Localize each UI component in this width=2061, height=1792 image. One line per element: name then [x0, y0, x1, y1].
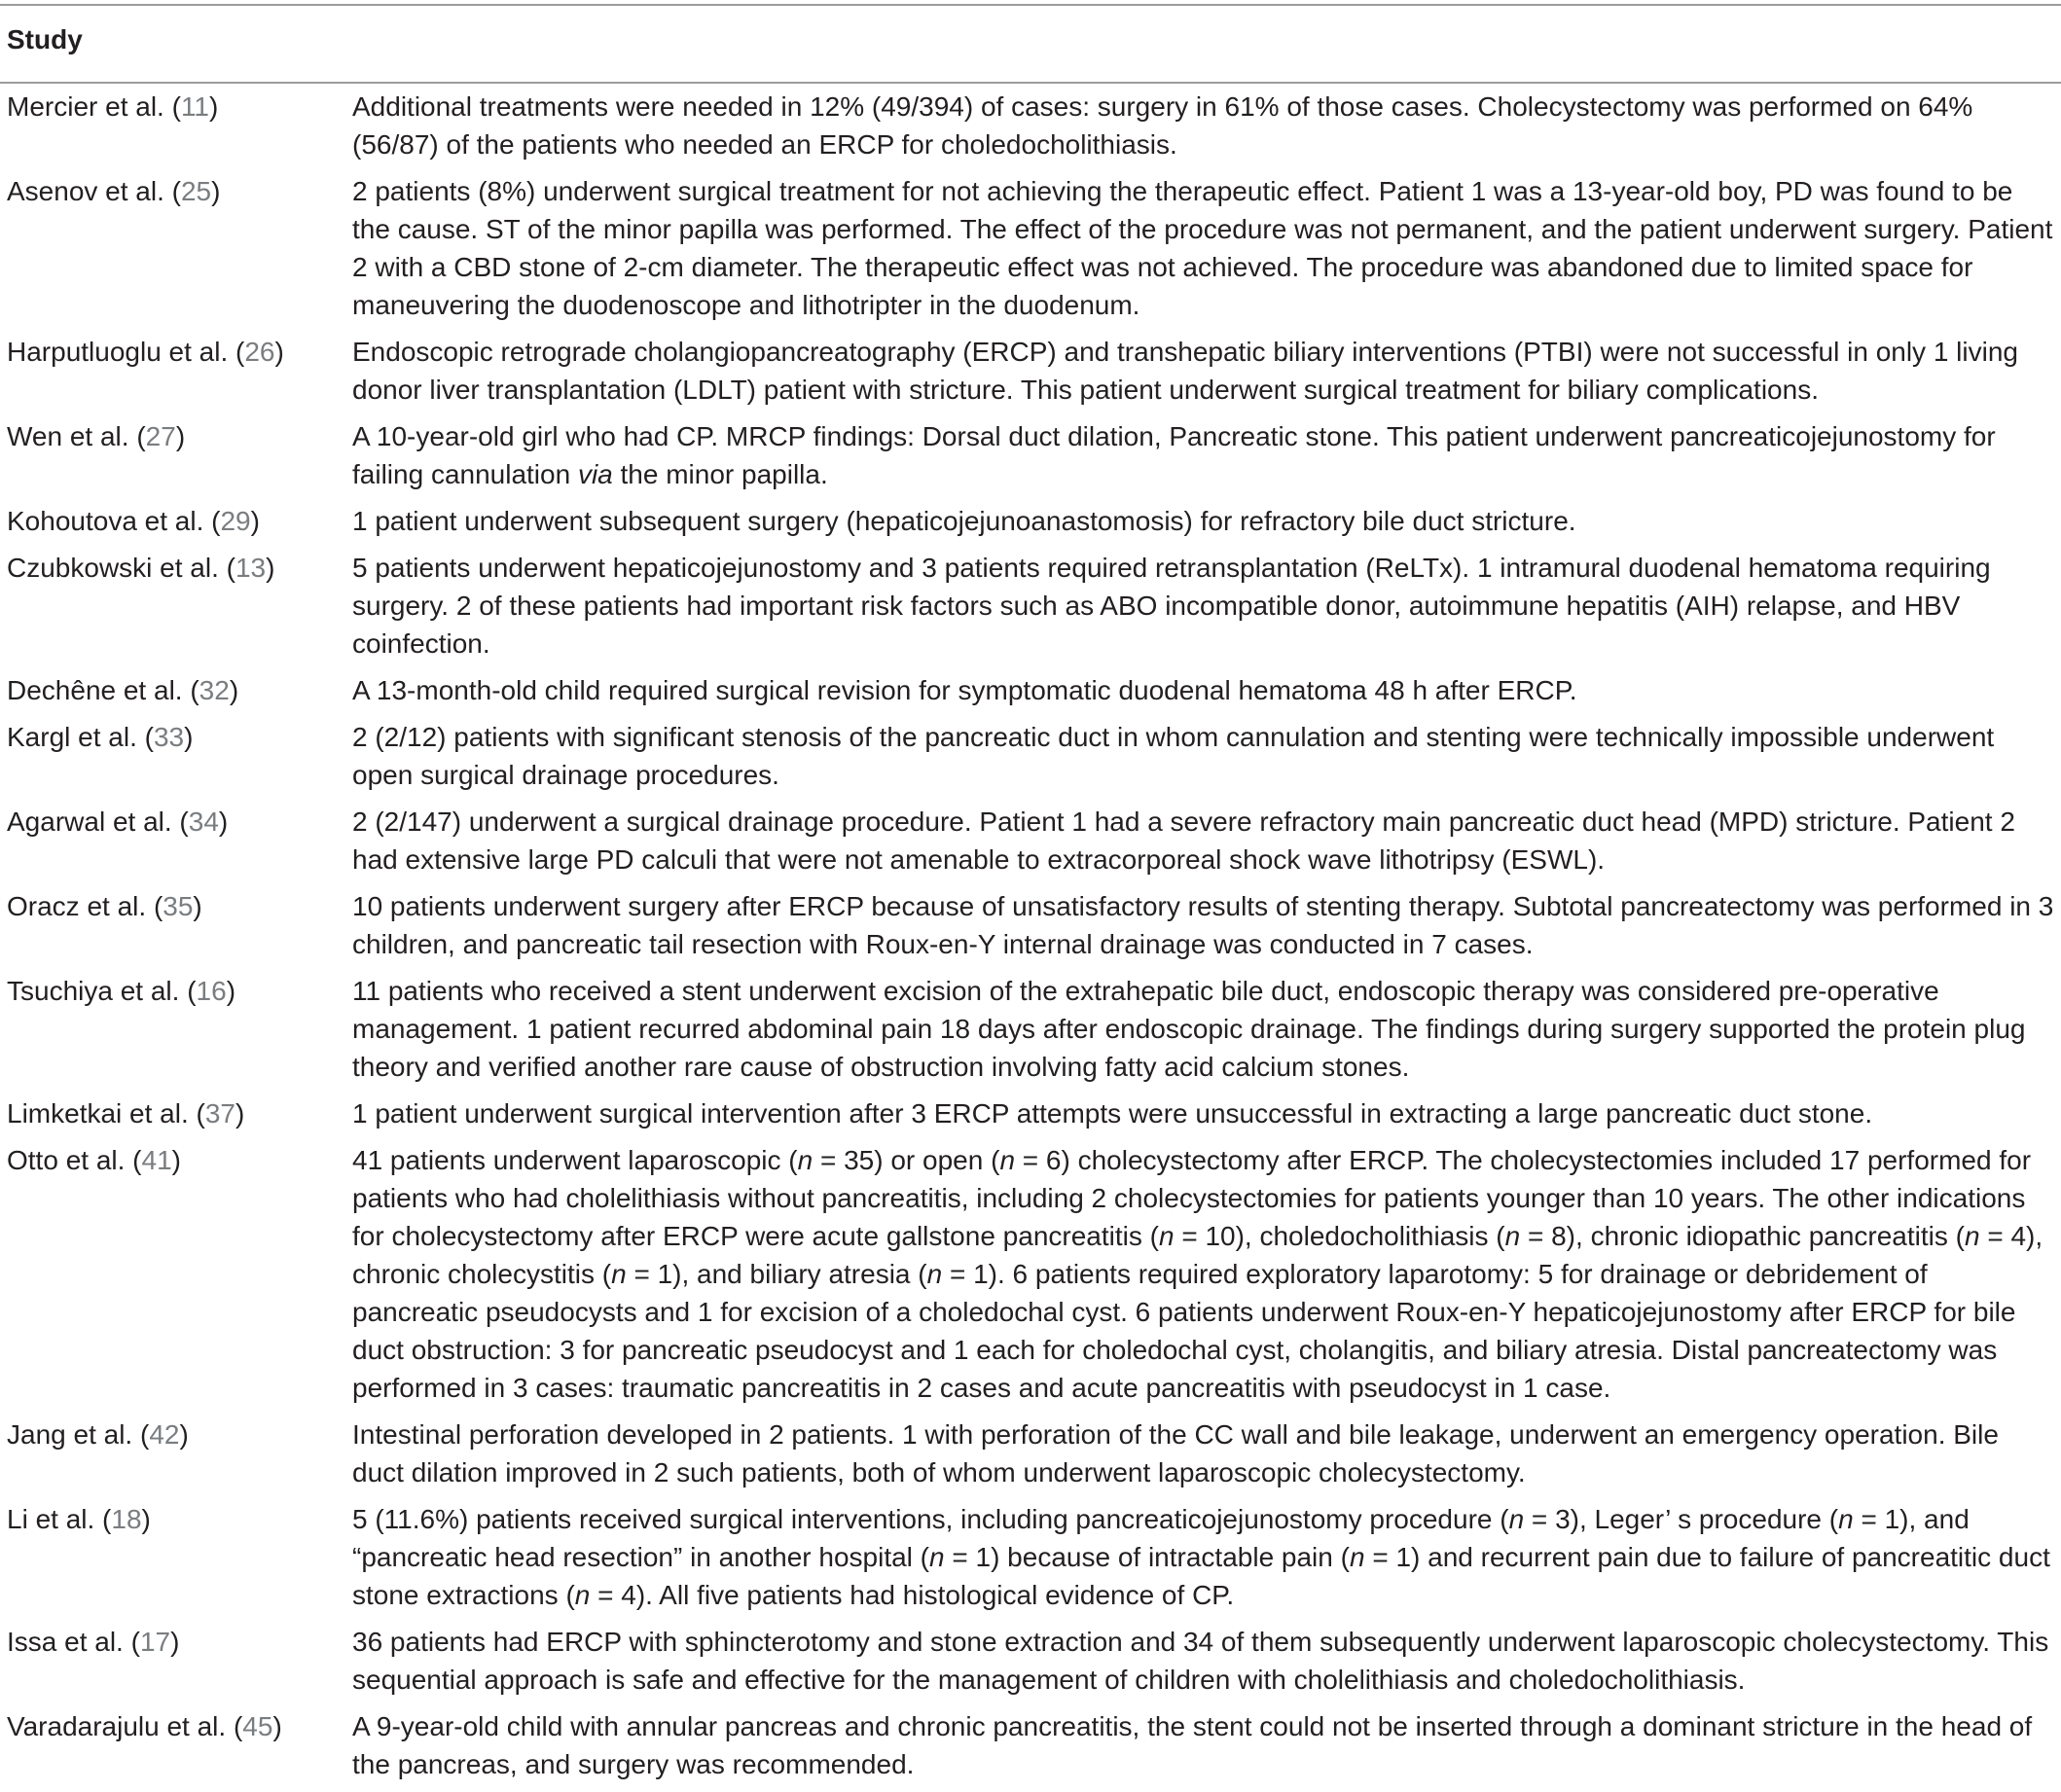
study-author: Harputluoglu et al. (	[7, 337, 245, 367]
outcome-text-italic: n	[1508, 1504, 1525, 1534]
reference-close: )	[218, 806, 229, 837]
outcome-text-italic: n	[1838, 1504, 1854, 1534]
table-row	[0, 1094, 2061, 1141]
outcome-text: = 3), Leger’ s procedure (	[1524, 1504, 1839, 1534]
study-author: Tsuchiya et al. (	[7, 976, 197, 1006]
table-row	[0, 972, 2061, 1094]
reference-number[interactable]: 34	[188, 806, 219, 837]
outcome-text: 5 patients underwent hepaticojejunostomy and 3 patients required retransplantation (ReLTx). 1 intramural duodenal hematoma requiring surgery. 2 of these patients had important risk factors such as ABO incompatible donor, autoimmune hepatitis (AIH) relapse, and HBV coinfection.	[352, 553, 1991, 659]
outcome-cell	[352, 502, 2057, 540]
reference-number[interactable]: 41	[141, 1145, 172, 1175]
outcome-cell	[352, 1416, 2057, 1491]
table-row	[0, 1623, 2061, 1707]
reference-number[interactable]: 18	[111, 1504, 142, 1534]
outcome-text: = 8), chronic idiopathic pancreatitis (	[1520, 1221, 1965, 1251]
reference-close: )	[170, 1627, 180, 1657]
reference-close: )	[250, 506, 260, 536]
outcome-cell	[352, 172, 2057, 324]
table-row	[0, 333, 2061, 417]
study-cell	[0, 887, 352, 925]
outcome-text: 2 (2/147) underwent a surgical drainage procedure. Patient 1 had a severe refractory main pancreatic duct head (MPD) stricture. Patient 2 had extensive large PD calculi that were not amenable to extracorporeal shock wave lithotripsy (ESWL).	[352, 806, 2015, 875]
reference-close: )	[179, 1419, 189, 1450]
outcome-cell	[352, 718, 2057, 794]
reference-close: )	[193, 891, 202, 921]
outcome-cell	[352, 1500, 2057, 1614]
reference-number[interactable]: 11	[180, 91, 210, 122]
study-cell	[0, 803, 352, 841]
outcome-cell	[352, 417, 2057, 493]
study-cell	[0, 972, 352, 1010]
reference-number[interactable]: 27	[145, 421, 176, 451]
outcome-text: A 10-year-old girl who had CP. MRCP findings: Dorsal duct dilation, Pancreatic stone. This patient underwent pancreaticojejunostomy for failing cannulation	[352, 421, 1996, 489]
reference-number[interactable]: 32	[199, 675, 230, 705]
reference-number[interactable]: 25	[180, 176, 212, 206]
reference-close: )	[274, 337, 284, 367]
table-row	[0, 502, 2061, 549]
outcome-cell	[352, 887, 2057, 963]
reference-number[interactable]: 45	[242, 1711, 273, 1741]
study-cell	[0, 671, 352, 709]
reference-close: )	[175, 421, 186, 451]
outcome-text: Endoscopic retrograde cholangiopancreatography (ERCP) and transhepatic biliary interventions (PTBI) were not successful in only 1 living donor liver transplantation (LDLT) patient with stricture. This patient underwent surgical treatment for biliary complications.	[352, 337, 2018, 405]
study-cell	[0, 549, 352, 587]
study-cell	[0, 1141, 352, 1179]
study-author: Dechêne et al. (	[7, 675, 199, 705]
outcome-text-italic: n	[797, 1145, 814, 1175]
outcome-text: = 4). All five patients had histological evidence of CP.	[590, 1580, 1235, 1610]
study-author: Kohoutova et al. (	[7, 506, 221, 536]
table-row	[0, 671, 2061, 718]
outcome-text: A 9-year-old child with annular pancreas and chronic pancreatitis, the stent could not be inserted through a dominant stricture in the head of the pancreas, and surgery was recommended.	[352, 1711, 2033, 1779]
outcome-cell	[352, 972, 2057, 1086]
outcome-text-italic: n	[1964, 1221, 1980, 1251]
outcome-text: 5 (11.6%) patients received surgical interventions, including pancreaticojejunostomy procedure (	[352, 1504, 1509, 1534]
outcome-text-italic: n	[611, 1259, 627, 1289]
outcome-text: 36 patients had ERCP with sphincterotomy and stone extraction and 34 of them subsequently underwent laparoscopic cholecystectomy. This sequential approach is safe and effective for the management of children with cholelithiasis and choledocholithiasis.	[352, 1627, 2049, 1695]
outcome-text: = 1), and biliary atresia (	[626, 1259, 927, 1289]
table-body	[0, 88, 2061, 1792]
outcome-text: = 35) or open (	[813, 1145, 1000, 1175]
study-cell	[0, 502, 352, 540]
table-row	[0, 1707, 2061, 1792]
outcome-text: = 1) and recurrent pain due to failure of pancreatitic duct stone extractions (	[352, 1542, 2050, 1610]
table-row	[0, 172, 2061, 333]
outcome-text-italic: n	[999, 1145, 1016, 1175]
study-author: Varadarajulu et al. (	[7, 1711, 243, 1741]
outcome-text: the minor papilla.	[612, 459, 828, 489]
outcome-text: = 1) because of intractable pain (	[944, 1542, 1350, 1572]
study-author: Wen et al. (	[7, 421, 146, 451]
table-row	[0, 887, 2061, 972]
reference-close: )	[235, 1098, 245, 1129]
reference-number[interactable]: 17	[139, 1627, 171, 1657]
study-cell	[0, 172, 352, 210]
study-author: Issa et al. (	[7, 1627, 140, 1657]
table-row	[0, 417, 2061, 502]
reference-close: )	[266, 553, 275, 583]
outcome-text-italic: via	[577, 459, 613, 489]
outcome-text: = 4), chronic cholecystitis (	[352, 1221, 2043, 1289]
reference-number[interactable]: 13	[235, 553, 267, 583]
outcome-cell	[352, 1707, 2057, 1783]
outcome-text: 41 patients underwent laparoscopic (	[352, 1145, 798, 1175]
study-cell	[0, 1500, 352, 1538]
table-row	[0, 1416, 2061, 1500]
outcome-text: A 13-month-old child required surgical revision for symptomatic duodenal hematoma 48 h after ERCP.	[352, 675, 1577, 705]
outcome-text-italic: n	[574, 1580, 591, 1610]
study-cell	[0, 718, 352, 756]
study-author: Agarwal et al. (	[7, 806, 189, 837]
study-cell	[0, 1094, 352, 1132]
outcome-cell	[352, 1623, 2057, 1699]
reference-number[interactable]: 26	[244, 337, 275, 367]
study-author: Otto et al. (	[7, 1145, 142, 1175]
outcome-text: Intestinal perforation developed in 2 patients. 1 with perforation of the CC wall and bile leakage, underwent an emergency operation. Bile duct dilation improved in 2 such patients, both of whom underwent laparoscopic cholecystectomy.	[352, 1419, 1999, 1487]
table-row	[0, 88, 2061, 172]
outcome-text: 2 patients (8%) underwent surgical treatment for not achieving the therapeutic effect. Patient 1 was a 13-year-old boy, PD was found to be the cause. ST of the minor papilla was performed. The effect of the procedure was not permanent, and the patient underwent surgery. Patient 2 with a CBD stone of 2-cm diameter. The therapeutic effect was not achieved. The procedure was abandoned due to limited space for maneuvering the duodenoscope and lithotripter in the duodenum.	[352, 176, 2053, 320]
reference-close: )	[184, 722, 194, 752]
study-author: Asenov et al. (	[7, 176, 181, 206]
outcome-cell	[352, 1141, 2057, 1407]
reference-number[interactable]: 35	[163, 891, 194, 921]
outcome-text: 1 patient underwent subsequent surgery (hepaticojejunoanastomosis) for refractory bile duct stricture.	[352, 506, 1576, 536]
reference-number[interactable]: 42	[149, 1419, 180, 1450]
outcome-cell	[352, 549, 2057, 663]
reference-close: )	[209, 91, 219, 122]
outcome-text-italic: n	[1504, 1221, 1521, 1251]
study-author: Kargl et al. (	[7, 722, 154, 752]
reference-close: )	[171, 1145, 181, 1175]
outcome-text: 11 patients who received a stent underwent excision of the extrahepatic bile duct, endoscopic therapy was considered pre-operative management. 1 patient recurred abdominal pain 18 days after endoscopic drainage. The findings during surgery supported the protein plug theory and verified another rare cause of obstruction involving fatty acid calcium stones.	[352, 976, 2026, 1082]
outcome-text: 2 (2/12) patients with significant stenosis of the pancreatic duct in whom cannulation and stenting were technically impossible underwent open surgical drainage procedures.	[352, 722, 1995, 790]
reference-close: )	[226, 976, 236, 1006]
header-rule	[0, 82, 2061, 84]
study-author: Li et al. (	[7, 1504, 112, 1534]
table-row	[0, 1500, 2061, 1623]
outcome-cell	[352, 803, 2057, 878]
study-author: Oracz et al. (	[7, 891, 163, 921]
column-header-study: Study	[7, 24, 83, 54]
study-cell	[0, 333, 352, 371]
study-author: Mercier et al. (	[7, 91, 181, 122]
reference-number[interactable]: 33	[153, 722, 185, 752]
table-row	[0, 803, 2061, 887]
outcome-text: Additional treatments were needed in 12% (49/394) of cases: surgery in 61% of those cases. Cholecystectomy was performed on 64% (56/87) of the patients who needed an ERCP for choledocholithiasis.	[352, 91, 1973, 160]
study-cell	[0, 1416, 352, 1453]
outcome-text: = 1). 6 patients required exploratory laparotomy: 5 for drainage or debridement of pancreatic pseudocysts and 1 for excision of a choledochal cyst. 6 patients underwent Roux-en-Y hepaticojejunostomy after ERCP for bile duct obstruction: 3 for pancreatic pseudocyst and 1 each for choledochal cyst, cholangitis, and biliary atresia. Distal pancreatectomy was performed in 3 cases: traumatic pancreatitis in 2 cases and acute pancreatitis with pseudocyst in 1 case.	[352, 1259, 2016, 1403]
table-row	[0, 718, 2061, 803]
reference-close: )	[272, 1711, 282, 1741]
study-cell	[0, 1707, 352, 1745]
outcome-text: = 1), and “pancreatic head resection” in another hospital (	[352, 1504, 1970, 1572]
outcome-cell	[352, 1094, 2057, 1132]
study-author: Limketkai et al. (	[7, 1098, 205, 1129]
outcome-text-italic: n	[929, 1542, 945, 1572]
table-row	[0, 1141, 2061, 1416]
outcome-text: = 10), choledocholithiasis (	[1174, 1221, 1505, 1251]
outcome-cell	[352, 671, 2057, 709]
outcome-text: = 6) cholecystectomy after ERCP. The cholecystectomies included 17 performed for patients who had cholelithiasis without pancreatitis, including 2 cholecystectomies for patients younger than 10 years. The other indications for cholecystectomy after ERCP were acute gallstone pancreatitis (	[352, 1145, 2032, 1251]
reference-number[interactable]: 29	[220, 506, 251, 536]
study-cell	[0, 88, 352, 125]
outcome-cell	[352, 88, 2057, 163]
outcome-text-italic: n	[1349, 1542, 1365, 1572]
top-rule	[0, 4, 2061, 6]
reference-close: )	[141, 1504, 151, 1534]
outcome-text-italic: n	[1158, 1221, 1175, 1251]
study-author: Jang et al. (	[7, 1419, 150, 1450]
reference-close: )	[211, 176, 221, 206]
table-row	[0, 549, 2061, 671]
outcome-text: 10 patients underwent surgery after ERCP because of unsatisfactory results of stenting therapy. Subtotal pancreatectomy was performed in 3 children, and pancreatic tail resection with Roux-en-Y internal drainage was conducted in 7 cases.	[352, 891, 2054, 959]
outcome-cell	[352, 333, 2057, 409]
outcome-text: 1 patient underwent surgical intervention after 3 ERCP attempts were unsuccessful in extracting a large pancreatic duct stone.	[352, 1098, 1873, 1129]
reference-close: )	[229, 675, 239, 705]
study-cell	[0, 417, 352, 455]
outcome-text-italic: n	[926, 1259, 943, 1289]
reference-number[interactable]: 37	[204, 1098, 236, 1129]
reference-number[interactable]: 16	[196, 976, 227, 1006]
study-cell	[0, 1623, 352, 1661]
study-author: Czubkowski et al. (	[7, 553, 235, 583]
